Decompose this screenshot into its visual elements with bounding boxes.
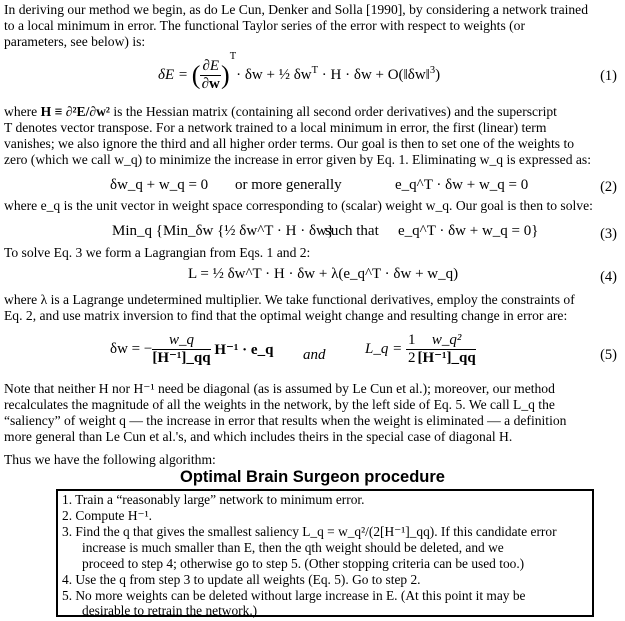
p2-post: is the Hessian matrix (containing all second order derivatives) and the superscript — [109, 104, 557, 119]
equation-5-right — [365, 332, 476, 367]
eq5-den2b: [H⁻¹]_qq — [417, 350, 476, 366]
eq1-rest2: · H · δw + O(‖δw‖ — [318, 66, 430, 83]
paragraph-6-line-2: recalculates the magnitude of all the weights in the network, by the left side of Eq. 5. We call L_q the — [4, 397, 555, 412]
equation-3-middle: such that — [325, 223, 379, 239]
equation-2-number: (2) — [600, 179, 617, 195]
procedure-step-2: 2. Compute H⁻¹. — [62, 508, 152, 523]
equation-3-right: e_q^T · δw + w_q = 0} — [398, 223, 539, 239]
eq5-num2a: 1 — [407, 332, 416, 348]
p2-hessian-def: H ≡ ∂²E/∂w² — [40, 104, 110, 119]
equation-3-number: (3) — [600, 226, 617, 242]
paragraph-1-line-3: parameters, see below) is: — [4, 34, 146, 49]
equation-4-number: (4) — [600, 269, 617, 285]
paragraph-5-line-1: where λ is a Lagrange undetermined multiplier. We take functional derivatives, employ the constraints of — [4, 292, 575, 307]
paragraph-1-line-2: to a local minimum in error. The functional Taylor series of the error with respect to weights (or — [4, 18, 526, 33]
procedure-step-3c: proceed to step 4; otherwise go to step 5. (Other stopping criteria can be used too.) — [82, 556, 525, 571]
paragraph-6-line-3: “saliency” of weight q — the increase in error that results when the weight is eliminated — a definition — [4, 413, 567, 428]
equation-5-number: (5) — [600, 347, 617, 363]
procedure-step-4: 4. Use the q from step 3 to update all weights (Eq. 5). Go to step 2. — [62, 572, 421, 587]
eq5-den2a: 2 — [407, 350, 416, 366]
paragraph-1-line-1: In deriving our method we begin, as do Le Cun, Denker and Solla [1990], by considering a network trained — [4, 2, 589, 17]
p2-pre: where — [4, 104, 41, 119]
paragraph-6-line-4: more general than Le Cun et al.'s, and which includes theirs in the special case of diagonal H. — [4, 429, 513, 444]
eq1-frac-num: ∂E — [202, 58, 220, 74]
procedure-step-3a: 3. Find the q that gives the smallest saliency L_q = w_q²/(2[H⁻¹]_qq). If this candidate error — [62, 524, 557, 539]
paragraph-3-line-1: where e_q is the unit vector in weight space corresponding to (scalar) weight w_q. Our goal is then to solve: — [4, 198, 593, 213]
procedure-step-5b: desirable to retrain the network.) — [82, 603, 258, 618]
eq1-rest2-sup: 3 — [429, 64, 436, 76]
equation-5-left — [110, 332, 273, 367]
eq1-frac-den: ∂w — [201, 76, 220, 92]
paragraph-6-line-1: Note that neither H nor H⁻¹ need be diagonal (as is assumed by Le Cun et al.); moreover, our method — [4, 381, 555, 396]
paragraph-4-line-1: To solve Eq. 3 we form a Lagrangian from Eqs. 1 and 2: — [4, 245, 311, 260]
eq5-den1: [H⁻¹]_qq — [152, 350, 211, 366]
paragraph-7-line-1: Thus we have the following algorithm: — [4, 452, 216, 467]
eq5-tail1: H⁻¹ · e_q — [214, 342, 274, 358]
paragraph-2-line-2: T denotes vector transpose. For a network trained to a local minimum in error, the first (linear) term — [4, 120, 547, 135]
paragraph-2-line-3: vanishes; we also ignore the third and all higher order terms. Our goal is then to set one of the weights to — [4, 136, 575, 151]
eq1-rest-sup: T — [311, 64, 319, 76]
equation-2-middle: or more generally — [235, 177, 342, 193]
eq5-and: and — [303, 347, 326, 363]
equation-2-right: e_q^T · δw + w_q = 0 — [395, 177, 529, 193]
eq1-sup: T — [229, 50, 237, 62]
procedure-step-1: 1. Train a “reasonably large” network to minimum error. — [62, 492, 365, 507]
equation-2-left: δw_q + w_q = 0 — [110, 177, 209, 193]
equation-5-and — [303, 347, 326, 364]
procedure-title: Optimal Brain Surgeon procedure — [180, 468, 445, 486]
equation-1: δE = ( $\frac{\partial E}{\partial w}$ )$^T$· δw + ½ $\delta w^T \cdot H \cdot \delta w$ + O(‖δw‖$^3$) — [158, 50, 441, 92]
equation-1-number: (1) — [600, 68, 617, 84]
paragraph-5-line-2: Eq. 2, and use matrix inversion to find that the optimal weight change and resulting change in error are: — [4, 308, 568, 323]
procedure-step-5a: 5. No more weights can be deleted without large increase in E. (At this point it may be — [62, 588, 526, 603]
eq1-rest: · δw + ½ δw — [236, 66, 312, 83]
eq1-rest3: ) — [435, 66, 441, 83]
procedure-step-3b: increase is much smaller than E, then the qth weight should be deleted, and we — [82, 540, 504, 555]
eq5-lhs2: L_q = — [365, 341, 406, 357]
equation-3-left: Min_q {Min_δw {½ δw^T · H · δw} — [112, 223, 335, 239]
procedure-box — [56, 489, 594, 617]
eq5-num1: w_q — [168, 332, 194, 348]
paragraph-2-line-1 — [4, 104, 557, 120]
eq1-lhs: δE = — [158, 66, 192, 83]
eq5-lhs1: δw = − — [110, 341, 153, 357]
equation-4: L = ½ δw^T · H · δw + λ(e_q^T · δw + w_q) — [188, 266, 459, 282]
eq5-num2b: w_q² — [431, 332, 462, 348]
paragraph-2-line-4: zero (which we call w_q) to minimize the increase in error given by Eq. 1. Eliminating w_q is expressed as: — [4, 152, 592, 167]
